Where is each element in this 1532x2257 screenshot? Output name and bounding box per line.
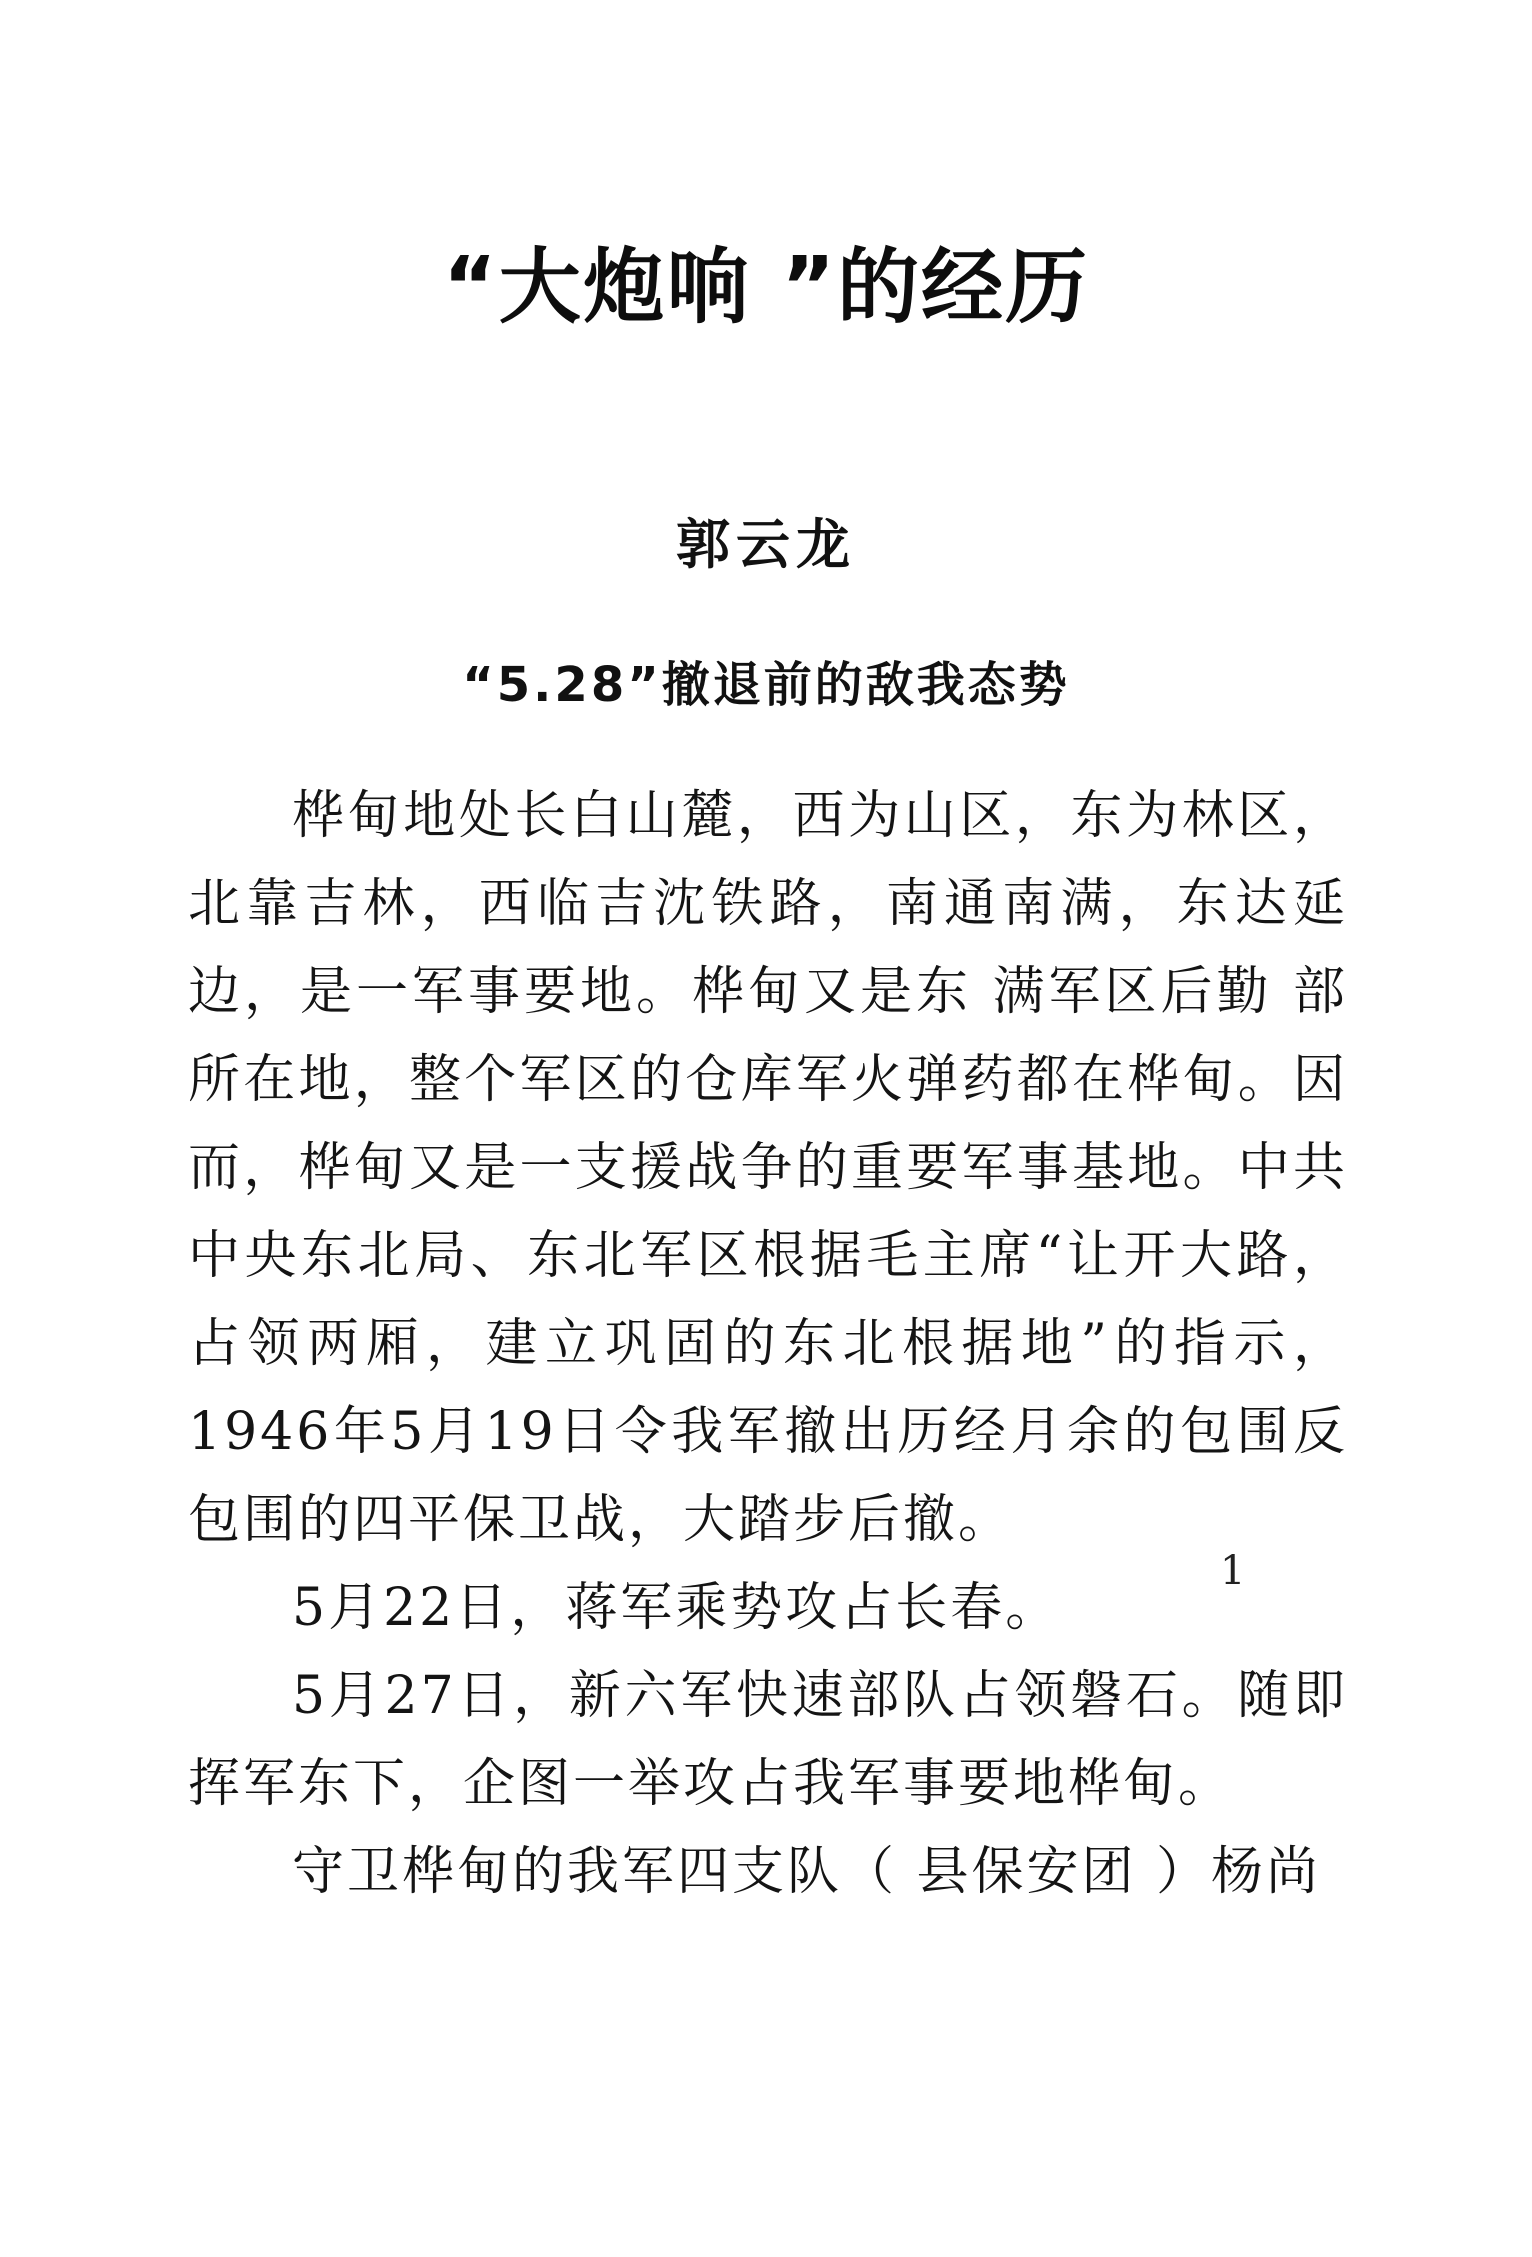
paragraph: 桦甸地处长白山麓，西为山区，东为林区，北靠吉林，西临吉沈铁路，南通南满，东达延边，是一军事要地。桦甸又是东 满军区后勤 部所在地，整个军区的仓库军火弹药都在桦甸。因而，桦甸又是一支援战争的重要军事基地。中共中央东北局、东北军区根据毛主席“让开大路，占领两厢，建立巩固的东北根据地”的指示，1946年5月19日令我军撤出历经月余的包围反 包围的四平保卫战，大踏步后撤。 bbox=[188, 786, 1348, 1550]
document-title: “大炮响 ”的经历 bbox=[442, 240, 1090, 335]
body-text bbox=[188, 772, 1348, 1916]
page-number: 1 bbox=[1220, 1548, 1246, 1594]
paragraph: 5月27日，新六军快速部队占领磐石。随即挥军东下，企图一举攻占我军事要地桦甸。 bbox=[188, 1666, 1348, 1814]
paragraph: 守卫桦甸的我军四支队（ 县保安团 ）杨尚 bbox=[292, 1842, 1322, 1902]
paragraph: 5月22日，蒋军乘势攻占长春。 bbox=[292, 1578, 1061, 1638]
section-heading: “5.28”撤退前的敌我态势 bbox=[462, 657, 1070, 713]
author-name: 郭云龙 bbox=[676, 513, 856, 576]
